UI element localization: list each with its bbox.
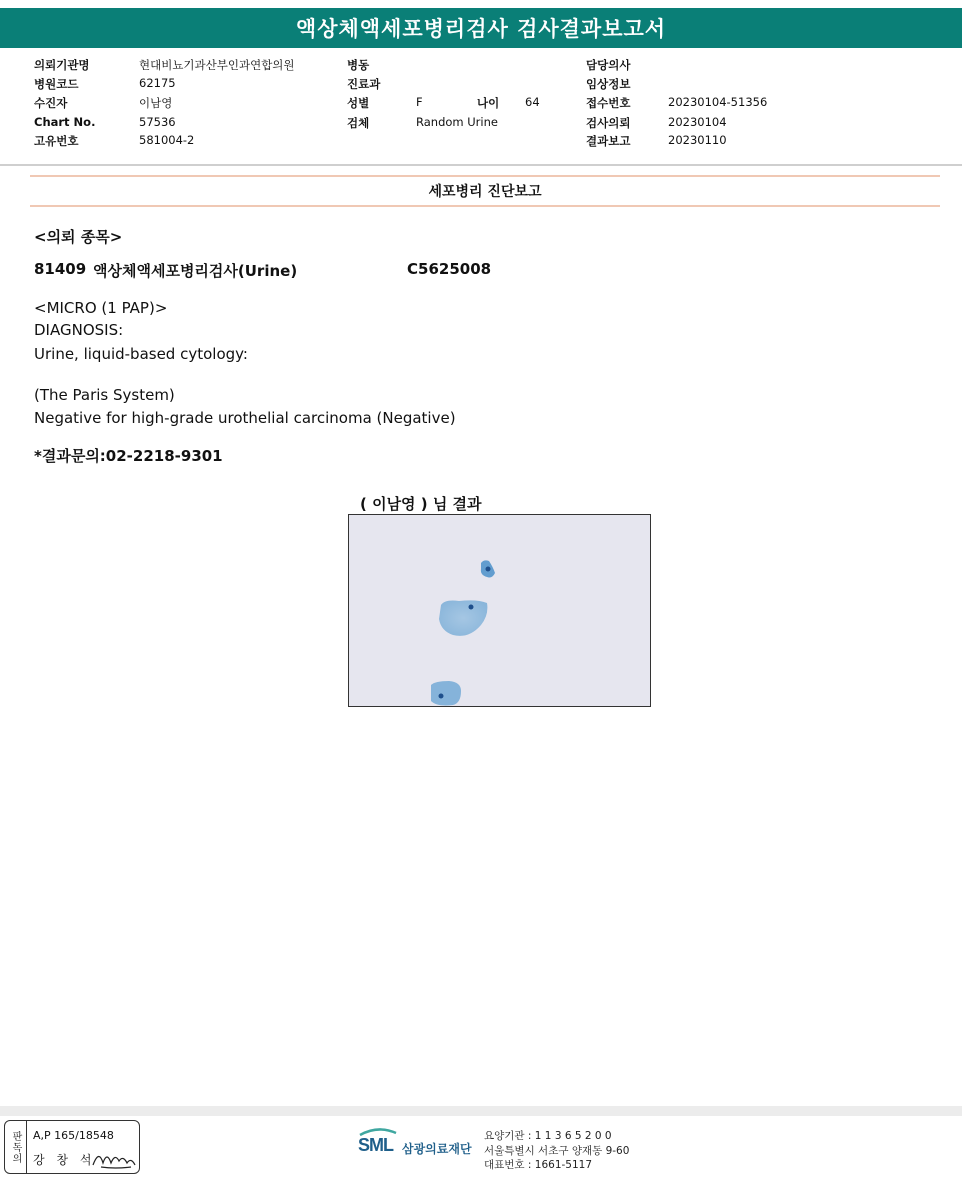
paris-system-line: (The Paris System) [34, 386, 175, 404]
signature-box [4, 1120, 140, 1174]
inquiry-phone: *결과문의:02-2218-9301 [34, 447, 223, 465]
unique-id-label: 고유번호 [34, 134, 79, 148]
info-row-4 [0, 115, 962, 133]
info-row-2 [0, 76, 962, 94]
institution-label: 의뢰기관명 [34, 58, 90, 72]
pathologist-name: 강 창 석 [33, 1153, 96, 1167]
chart-value: 57536 [139, 115, 176, 129]
signature-scribble-icon [91, 1145, 137, 1171]
dept-label: 진료과 [347, 77, 381, 91]
result-line: Negative for high-grade urothelial carcinoma (Negative) [34, 409, 456, 427]
info-row-1 [0, 57, 962, 75]
receipt-value: 20230104-51356 [668, 95, 768, 109]
sex-value: F [416, 95, 423, 109]
test-name: 액상체액세포병리검사(Urine) [93, 262, 298, 280]
info-row-3 [0, 95, 962, 113]
footer-divider [0, 1106, 962, 1116]
test-id: C5625008 [407, 260, 492, 278]
clinical-info-label: 임상정보 [586, 77, 631, 91]
request-date-label: 검사의뢰 [586, 116, 631, 130]
patient-info-block [0, 48, 962, 166]
micro-heading: <MICRO (1 PAP)> [34, 299, 168, 317]
institution-value: 현대비뇨기과산부인과연합의원 [139, 58, 295, 72]
hospital-code-label: 병원코드 [34, 77, 79, 91]
test-code: 81409 [34, 260, 87, 278]
receipt-label: 접수번호 [586, 96, 631, 110]
pathologist-license: A,P 165/18548 [33, 1129, 114, 1142]
diagnosis-line: Urine, liquid-based cytology: [34, 345, 248, 363]
phone-number: 대표번호 : 1661-5117 [484, 1159, 593, 1171]
diagnosis-label: DIAGNOSIS: [34, 321, 124, 339]
age-label: 나이 [477, 96, 500, 110]
info-row-5 [0, 133, 962, 151]
report-title: 액상체액세포병리검사 검사결과보고서 [0, 8, 962, 48]
hospital-code-value: 62175 [139, 76, 176, 90]
address: 서울특별시 서초구 양재동 9-60 [484, 1145, 630, 1157]
institution-code: 요양기관 : 1 1 3 6 5 2 0 0 [484, 1130, 612, 1142]
section-title: 세포병리 진단보고 [30, 175, 940, 207]
image-caption: ( 이남영 ) 님 결과 [360, 495, 482, 513]
cytology-image [348, 514, 651, 707]
report-date-value: 20230110 [668, 133, 727, 147]
signature-vertical-label: 판독의 [5, 1121, 27, 1173]
doctor-label: 담당의사 [586, 58, 631, 72]
cell-illustration [349, 515, 651, 707]
logo-foundation-name: 삼광의료재단 [402, 1142, 472, 1156]
specimen-value: Random Urine [416, 115, 498, 129]
age-value: 64 [525, 95, 540, 109]
sml-logo [356, 1125, 476, 1165]
request-date-value: 20230104 [668, 115, 727, 129]
chart-label: Chart No. [34, 115, 96, 129]
patient-label: 수진자 [34, 96, 68, 110]
report-date-label: 결과보고 [586, 134, 631, 148]
sex-label: 성별 [347, 96, 370, 110]
logo-text: SML [358, 1135, 393, 1155]
request-heading: <의뢰 종목> [34, 228, 123, 246]
specimen-label: 검체 [347, 116, 370, 130]
patient-value: 이남영 [139, 96, 173, 110]
ward-label: 병동 [347, 58, 370, 72]
unique-id-value: 581004-2 [139, 133, 195, 147]
